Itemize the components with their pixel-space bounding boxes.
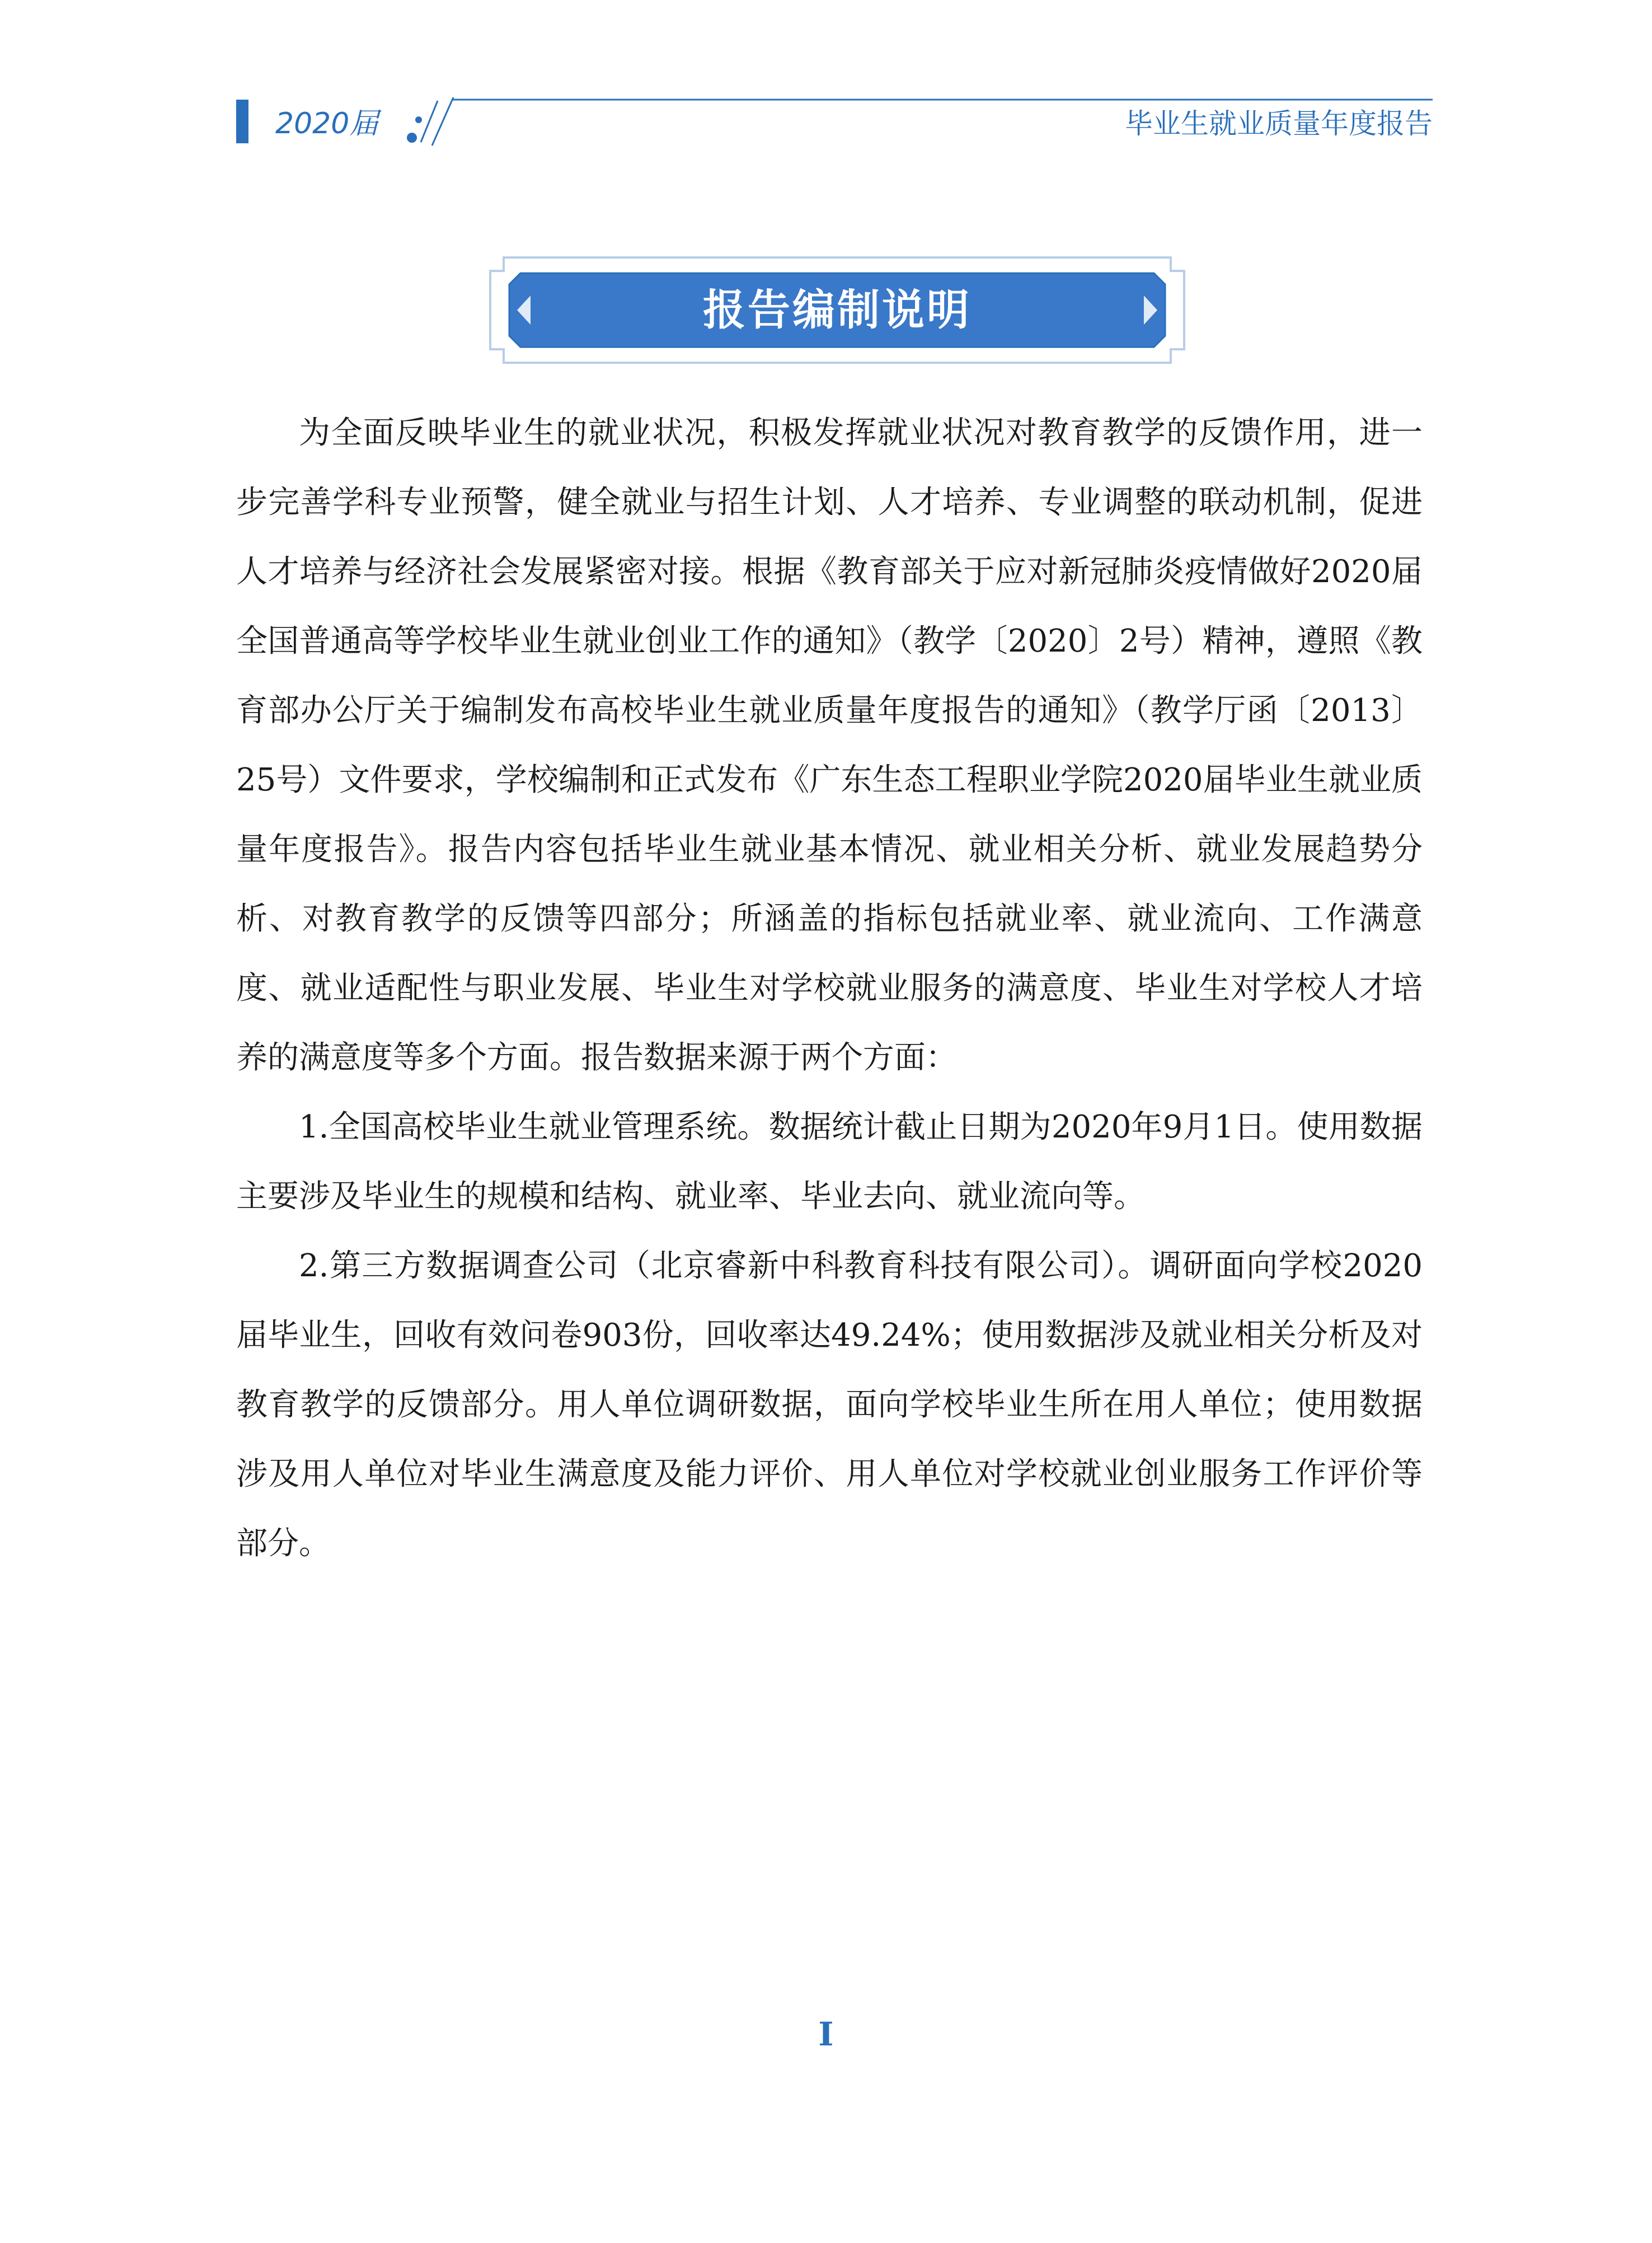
header-year: 2020届 [275,107,379,141]
report-body [236,399,1423,1579]
header-accent-bar [236,100,248,143]
paragraph-intro: 为全面反映毕业生的就业状况，积极发挥就业状况对教育教学的反馈作用，进一步完善学科专业预警，健全就业与招生计划、人才培养、专业调整的联动机制，促进人才培养与经济社会发展紧密对接。根据《教育部关于应对新冠肺炎疫情做好2020届全国普通高等学校毕业生就业创业工作的通知》（教学〔2020〕2号）精神，遵照《教育部办公厅关于编制发布高校毕业生就业质量年度报告的通知》（教学厅函〔2013〕25号）文件要求，学校编制和正式发布《广东生态工程职业学院2020届毕业生就业质量年度报告》。报告内容包括毕业生就业基本情况、就业相关分析、就业发展趋势分析、对教育教学的反馈等四部分；所涵盖的指标包括就业率、就业流向、工作满意度、就业适配性与职业发展、毕业生对学校就业服务的满意度、毕业生对学校人才培养的满意度等多个方面。报告数据来源于两个方面： [236,415,1423,1076]
section-title: 报告编制说明 [703,285,972,335]
paragraph-source-1: 1.全国高校毕业生就业管理系统。数据统计截止日期为2020年9月1日。使用数据主要涉及毕业生的规模和结构、就业率、毕业去向、就业流向等。 [236,1109,1423,1215]
header-title: 毕业生就业质量年度报告 [1125,107,1433,140]
page-header [0,0,1652,168]
page-number: I [818,2015,834,2053]
paragraph-source-2: 2.第三方数据调查公司（北京睿新中科教育科技有限公司）。调研面向学校2020届毕业生，回收有效问卷903份，回收率达49.24%；使用数据涉及就业相关分析及对教育教学的反馈部分。用人单位调研数据，面向学校毕业生所在用人单位；使用数据涉及用人单位对毕业生满意度及能力评价、用人单位对学校就业创业服务工作评价等部分。 [236,1248,1423,1562]
section-banner [487,254,1188,366]
